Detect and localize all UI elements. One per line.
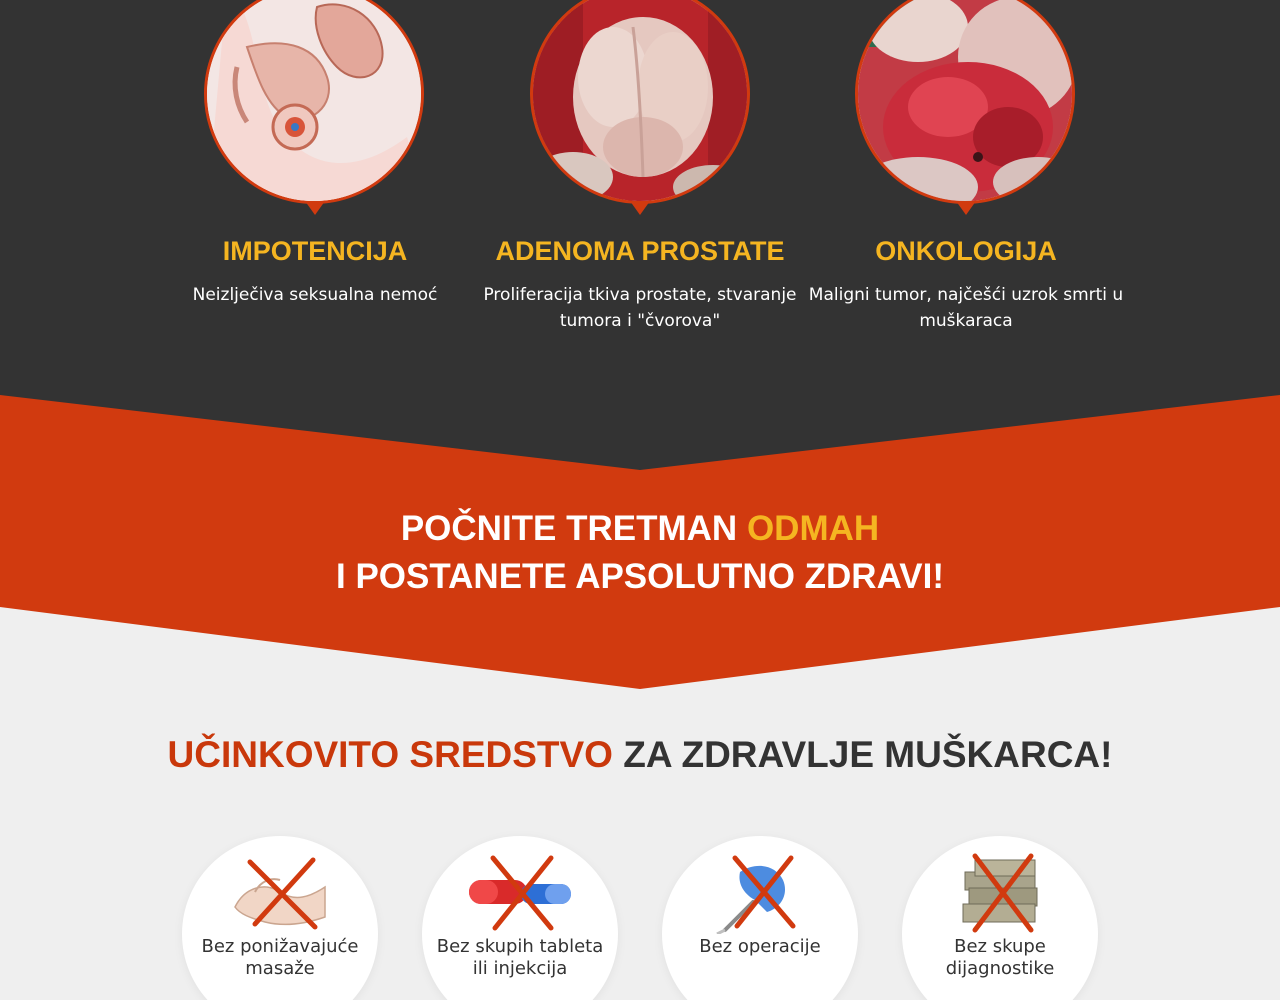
feature-label: Bez operacije bbox=[699, 936, 821, 957]
feature-label: Bez skupe dijagnostike bbox=[945, 936, 1055, 979]
pointer-marker bbox=[956, 201, 976, 215]
condition-title: ONKOLOGIJA bbox=[875, 236, 1057, 266]
impotence-anatomy-image bbox=[204, 0, 424, 204]
cta-headline bbox=[0, 505, 1280, 601]
adenoma-tissue-image bbox=[530, 0, 750, 204]
feature-no-massage bbox=[182, 836, 378, 1000]
condition-description: Maligni tumor, najčešći uzrok smrti u muškaraca bbox=[808, 285, 1124, 331]
feature-label: Bez skupih tableta ili injekcija bbox=[436, 936, 604, 979]
condition-title: ADENOMA PROSTATE bbox=[495, 236, 785, 266]
section-heading bbox=[0, 734, 1280, 776]
feature-no-diagnostics bbox=[902, 836, 1098, 1000]
surgery-crossed-icon bbox=[705, 852, 815, 934]
feature-no-pills bbox=[422, 836, 618, 1000]
feature-no-surgery bbox=[662, 836, 858, 1000]
pointer-marker bbox=[305, 201, 325, 215]
cta-line1: POČNITE TRETMAN bbox=[400, 509, 747, 548]
feature-label: Bez ponižavajuće masaže bbox=[201, 936, 359, 979]
oncology-tissue-image bbox=[855, 0, 1075, 204]
money-crossed-icon bbox=[945, 852, 1055, 934]
cta-line2: I POSTANETE APSOLUTNO ZDRAVI! bbox=[336, 557, 944, 596]
condition-description: Neizlječiva seksualna nemoć bbox=[192, 285, 438, 305]
massage-crossed-icon bbox=[225, 852, 335, 934]
heading-rest: ZA ZDRAVLJE MUŠKARCA! bbox=[612, 734, 1113, 775]
condition-title: IMPOTENCIJA bbox=[222, 236, 408, 266]
pills-crossed-icon bbox=[465, 852, 575, 934]
heading-accent: UČINKOVITO SREDSTVO bbox=[167, 734, 613, 775]
condition-description: Proliferacija tkiva prostate, stvaranje tumora i "čvorova" bbox=[483, 285, 797, 331]
pointer-marker bbox=[630, 201, 650, 215]
cta-accent: ODMAH bbox=[746, 509, 880, 548]
